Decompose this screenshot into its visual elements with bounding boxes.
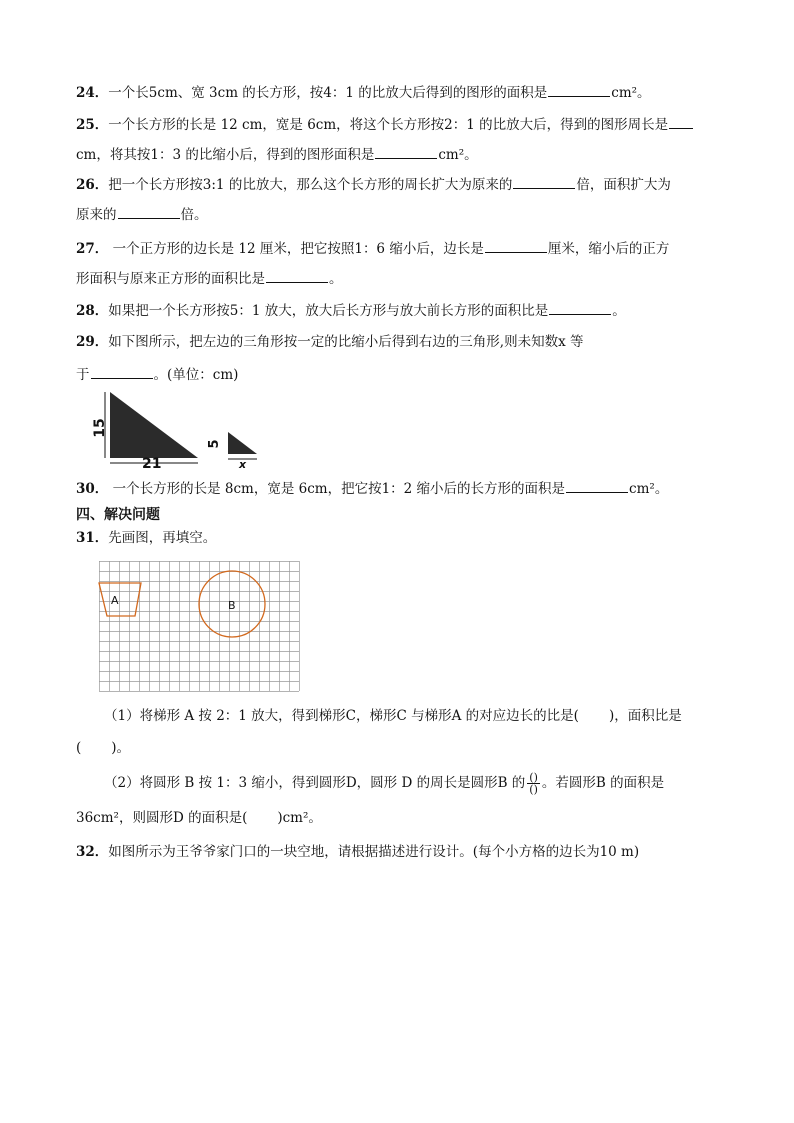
question-text: 。 [612, 303, 626, 319]
question-number: 30． [76, 481, 109, 497]
question-32 [76, 842, 639, 862]
question-number: 27． [76, 241, 109, 257]
question-number: 28． [76, 303, 109, 319]
question-text: 形面积与原来正方形的面积比是 [76, 271, 265, 287]
question-text: 把一个长方形按3:1 的比放大，那么这个长方形的周长扩大为原来的 [108, 177, 513, 193]
small-triangle [228, 432, 257, 454]
answer-blank[interactable] [566, 478, 628, 493]
question-text: 如图所示为王爷爷家门口的一块空地，请根据描述进行设计。(每个小方格的边长为10 m) [108, 844, 640, 860]
question-28 [76, 300, 626, 321]
answer-blank[interactable] [549, 300, 611, 315]
question-text: 一个长5cm、宽 3cm 的长方形，按4：1 的比放大后得到的图形的面积是 [108, 85, 548, 101]
question-25 [76, 114, 694, 135]
question-text: 如果把一个长方形按5：1 放大，放大后长方形与放大前长方形的面积比是 [108, 303, 549, 319]
large-triangle [110, 392, 198, 458]
section-heading: 四、解决问题 [76, 507, 160, 523]
question-25-cont [76, 144, 478, 165]
question-text: 先画图，再填空。 [108, 530, 217, 546]
question-text: 厘米，缩小后的正方 [547, 241, 670, 257]
large-base-label: 21 [142, 456, 162, 472]
fraction-blank[interactable] [527, 772, 540, 795]
answer-blank[interactable] [266, 268, 328, 283]
answer-blank[interactable] [485, 238, 547, 253]
question-text: )。 [111, 740, 131, 756]
question-text: 。若圆形B 的面积是 [541, 775, 665, 791]
question-24 [76, 82, 651, 103]
question-number: 24． [76, 85, 109, 101]
question-text: 一个正方形的边长是 12 厘米，把它按照1：6 缩小后，边长是 [108, 241, 484, 257]
answer-blank[interactable] [513, 174, 575, 189]
large-height-label: 15 [92, 418, 108, 438]
q31-part2-cont [76, 808, 322, 828]
question-31 [76, 528, 216, 548]
fraction-denominator: () [529, 783, 538, 796]
question-text: 于 [76, 367, 90, 383]
drawing-grid[interactable] [99, 561, 301, 694]
question-text: 原来的 [76, 207, 117, 223]
question-text: cm，将其按1：3 的比缩小后，得到的图形面积是 [76, 147, 375, 163]
answer-blank[interactable] [91, 364, 153, 379]
unit-text: cm²。 [438, 147, 478, 163]
unit-text: cm²。 [629, 481, 669, 497]
trapezoid-a [99, 583, 141, 616]
question-number: 32． [76, 844, 109, 860]
grid-lines [99, 561, 300, 692]
unit-text: cm²。 [611, 85, 651, 101]
question-30 [76, 478, 668, 499]
question-26-cont [76, 204, 208, 225]
answer-blank[interactable] [118, 204, 180, 219]
small-base-label: x [239, 458, 247, 471]
answer-blank[interactable] [669, 114, 693, 129]
question-27-cont [76, 268, 343, 289]
question-29-cont [76, 364, 238, 385]
answer-blank[interactable] [580, 706, 608, 720]
trapezoid-label: A [111, 594, 119, 607]
circle-label: B [228, 599, 236, 612]
question-number: 29． [76, 334, 109, 350]
question-number: 31． [76, 530, 109, 546]
q31-part1-cont [76, 738, 130, 758]
answer-blank[interactable] [248, 808, 276, 822]
question-text: （1）将梯形 A 按 2：1 放大，得到梯形C，梯形C 与梯形A 的对应边长的比是( [104, 708, 579, 724]
q31-part1 [104, 706, 682, 726]
answer-blank[interactable] [548, 82, 610, 97]
answer-blank[interactable] [375, 144, 437, 159]
question-text: 倍。 [180, 207, 208, 223]
question-number: 25． [76, 117, 109, 133]
question-text: )，面积比是 [608, 708, 682, 724]
fraction-numerator: () [529, 771, 538, 784]
q31-part2 [104, 772, 664, 795]
question-text: 倍，面积扩大为 [576, 177, 671, 193]
question-27 [76, 238, 669, 259]
question-number: 26． [76, 177, 109, 193]
question-text: 。 [329, 271, 343, 287]
question-text: 一个长方形的长是 12 cm，宽是 6cm，将这个长方形按2：1 的比放大后，得到的图形周长是 [108, 117, 669, 133]
question-text: 如下图所示，把左边的三角形按一定的比缩小后得到右边的三角形,则未知数x 等 [108, 334, 584, 350]
question-text: （2）将圆形 B 按 1：3 缩小，得到圆形D，圆形 D 的周长是圆形B 的 [104, 775, 526, 791]
question-text: 36cm²，则圆形D 的面积是( [76, 810, 248, 826]
small-height-label: 5 [207, 439, 222, 449]
question-text: )cm²。 [277, 810, 322, 826]
question-29 [76, 332, 584, 352]
answer-blank[interactable] [82, 738, 110, 752]
question-text: 一个长方形的长是 8cm，宽是 6cm，把它按1：2 缩小后的长方形的面积是 [108, 481, 566, 497]
question-26 [76, 174, 671, 195]
question-text: 。(单位：cm) [153, 367, 239, 383]
triangles-figure [94, 388, 274, 472]
question-text: ( [76, 740, 82, 756]
